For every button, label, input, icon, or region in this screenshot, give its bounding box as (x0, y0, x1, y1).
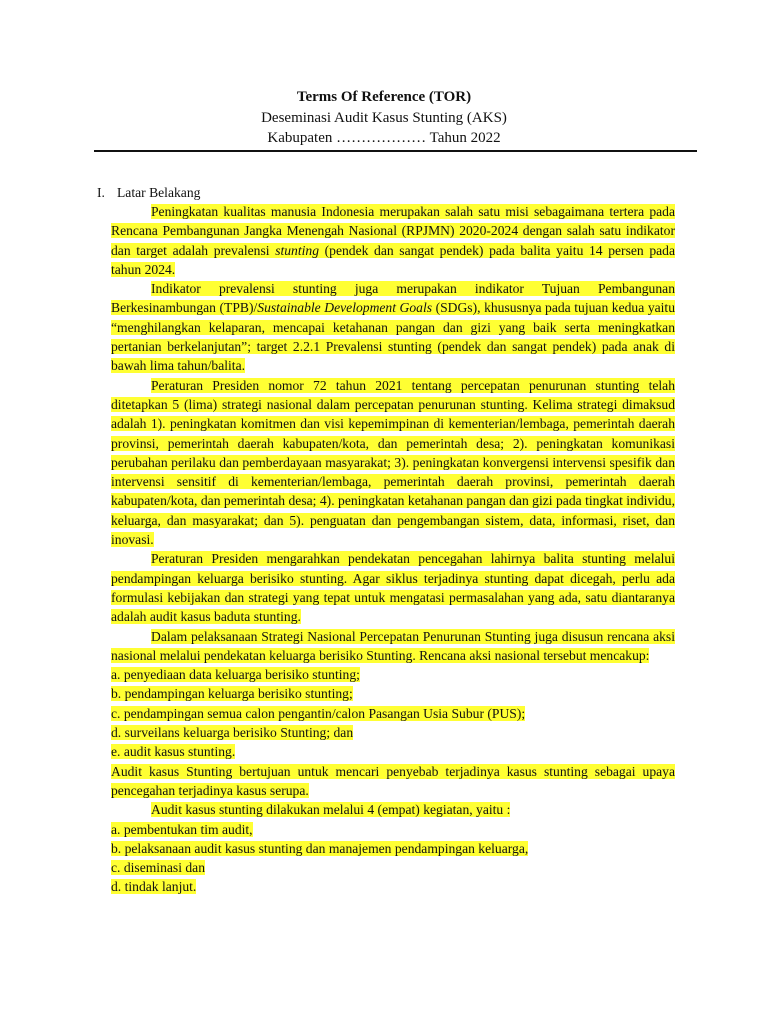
paragraph-7-text: Audit kasus stunting dilakukan melalui 4 (empat) kegiatan, yaitu : (151, 802, 511, 818)
paragraph-2-text: Indikator prevalensi stunting juga merupakan indikator Tujuan Pembangunan Berkesinambungan (TPB)/ (111, 281, 675, 316)
paragraph-2 (111, 279, 675, 375)
list-item: c. diseminasi dan (111, 860, 206, 876)
document-subtitle: Deseminasi Audit Kasus Stunting (AKS) (261, 110, 507, 126)
paragraph-4-text: Peraturan Presiden mengarahkan pendekatan pencegahan lahirnya balita stunting melalui pendampingan keluarga berisiko stunting. Agar siklus terjadinya stunting dapat dicegah, perlu ada formulasi kebijakan dan strategi yang tepat untuk mengatasi permasalahan yang ada, satu diantaranya adalah audit kasus baduta stunting. (111, 551, 675, 625)
header-divider (94, 150, 697, 152)
paragraph-3-text: Peraturan Presiden nomor 72 tahun 2021 tentang percepatan penurunan stunting telah ditetapkan 5 (lima) strategi nasional dalam percepatan penurunan stunting. Kelima strategi dimaksud adalah 1). peningkatan komitmen dan visi kepemimpinan di kementerian/lembaga, pemerintah daerah provinsi, pemerintah daerah kabupaten/kota, dan pemerintah desa; 2). peningkatan komunikasi perubahan perilaku dan pemberdayaan masyarakat; 3). peningkatan konvergensi intervensi spesifik dan intervensi sensitif di kementerian/lembaga, pemerintah daerah provinsi, pemerintah daerah kabupaten/kota, dan pemerintah desa; 4). peningkatan ketahanan pangan dan gizi pada tingkat individu, keluarga, dan masyarakat; dan 5). penguatan dan pengembangan sistem, data, informasi, riset, dan inovasi. (111, 377, 675, 548)
paragraph-2-emphasis: Sustainable Development Goals (257, 300, 433, 316)
paragraph-5 (111, 627, 675, 666)
paragraph-5-text: Dalam pelaksanaan Strategi Nasional Percepatan Penurunan Stunting juga disusun rencana aksi nasional melalui pendekatan keluarga berisiko Stunting. Rencana aksi nasional tersebut mencakup: (111, 628, 675, 663)
list-item: b. pelaksanaan audit kasus stunting dan manajemen pendampingan keluarga, (111, 840, 529, 856)
paragraph-6-text: Audit kasus Stunting bertujuan untuk mencari penyebab terjadinya kasus stunting sebagai upaya pencegahan terjadinya kasus serupa. (111, 763, 675, 798)
document-title: Terms Of Reference (TOR) (296, 89, 472, 105)
section-title: Latar Belakang (117, 185, 201, 200)
list-item: a. penyediaan data keluarga berisiko stunting; (111, 667, 360, 683)
section-heading (97, 183, 675, 202)
paragraph-6 (111, 762, 675, 801)
paragraph-7 (111, 800, 675, 819)
document-body (97, 183, 675, 897)
paragraph-1 (111, 202, 675, 279)
list-item: d. tindak lanjut. (111, 879, 197, 895)
list-item: e. audit kasus stunting. (111, 744, 236, 760)
action-plan-list (111, 665, 675, 761)
paragraph-4 (111, 549, 675, 626)
document-header (0, 86, 768, 148)
list-item: c. pendampingan semua calon pengantin/calon Pasangan Usia Subur (PUS); (111, 705, 526, 721)
paragraph-3 (111, 376, 675, 550)
audit-activity-list (111, 820, 675, 897)
paragraph-1-emphasis: stunting (275, 242, 319, 258)
section-number: I. (97, 185, 105, 200)
list-item: b. pendampingan keluarga berisiko stunting; (111, 686, 353, 702)
paragraph-1-text: Peningkatan kualitas manusia Indonesia merupakan salah satu misi sebagaimana tertera pada Rencana Pembangunan Jangka Menengah Nasional (RPJMN) 2020-2024 dengan salah satu indikator dan target adalah prevalensi (111, 204, 675, 258)
paragraph-2-end: (SDGs), khususnya pada tujuan kedua yaitu “menghilangkan kelaparan, mencapai ketahanan pangan dan gizi yang baik serta meningkatkan pertanian berkelanjutan”; target 2.2.1 Prevalensi stunting (pendek dan sangat pendek) pada anak di bawah lima tahun/balita. (111, 300, 675, 374)
paragraph-1-end: (pendek dan sangat pendek) pada balita yaitu 14 persen pada tahun 2024. (111, 242, 675, 277)
list-item: d. surveilans keluarga berisiko Stunting; dan (111, 725, 354, 741)
list-item: a. pembentukan tim audit, (111, 821, 253, 837)
document-region: Kabupaten ……………… Tahun 2022 (267, 130, 501, 146)
